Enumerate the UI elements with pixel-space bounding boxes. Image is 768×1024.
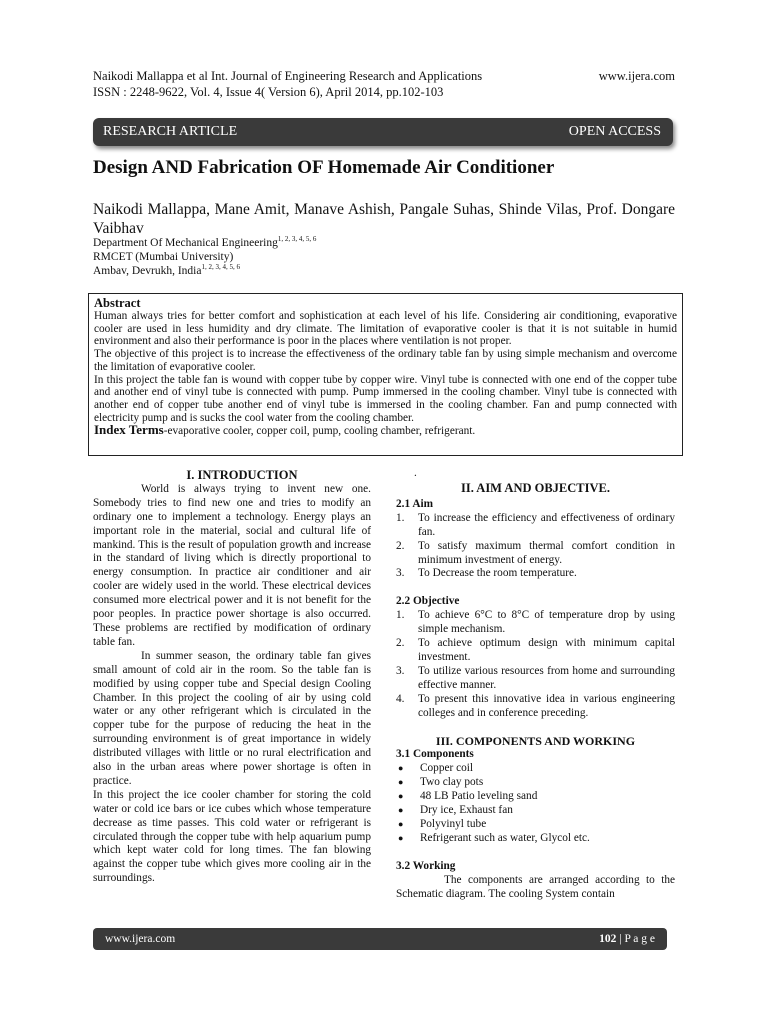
list-item: ● 48 LB Patio leveling sand: [398, 790, 538, 803]
department: Department Of Mechanical Engineering: [93, 237, 278, 249]
stray-dot: .: [414, 467, 417, 479]
page-number: 102 | P a g e: [599, 933, 655, 945]
college: RMCET (Mumbai University): [93, 251, 234, 263]
page-footer: [93, 928, 667, 950]
list-item: ● Two clay pots: [398, 776, 484, 789]
objective-subheading: 2.2 Objective: [396, 595, 460, 608]
list-item: ● Refrigerant such as water, Glycol etc.: [398, 831, 590, 844]
index-terms-text: -evaporative cooler, copper coil, pump, cooling chamber, refrigerant.: [163, 425, 476, 438]
open-access-label: OPEN ACCESS: [568, 124, 661, 139]
left-column: [93, 469, 371, 886]
research-article-label: RESEARCH ARTICLE: [103, 124, 238, 139]
list-item: 4. To present this innovative idea in various engineering colleges and in conference preceding.: [396, 692, 675, 719]
list-item: 3. To utilize various resources from home and surrounding effective manner.: [396, 664, 675, 691]
list-item: 2. To achieve optimum design with minimum capital investment.: [396, 637, 675, 663]
intro-heading: I. INTRODUCTION: [186, 468, 298, 482]
department-sup: 1, 2, 3, 4, 5, 6: [277, 235, 317, 244]
components-list: [396, 762, 675, 845]
index-terms-label: Index Terms: [94, 422, 164, 438]
working-subheading: 3.2 Working: [396, 859, 456, 872]
place-sup: 1, 2, 3, 4, 5, 6: [201, 263, 240, 272]
list-item: 1. To increase the efficiency and effectiveness of ordinary fan.: [396, 511, 675, 538]
abstract-paragraph-2: The objective of this project is to increase the effectiveness of the ordinary table fan by using simple mechanism and overcome the limitation of evaporative cooler.: [94, 348, 677, 373]
journal-issn: ISSN : 2248-9622, Vol. 4, Issue 4( Version 6), April 2014, pp.102-103: [93, 85, 444, 99]
list-item: 1. To achieve 6°C to 8°C of temperature drop by using simple mechanism.: [396, 609, 675, 636]
author-list: Naikodi Mallappa, Mane Amit, Manave Ashish, Pangale Suhas, Shinde Vilas, Prof. Dongare Vaibhav: [93, 201, 675, 237]
footer-website: www.ijera.com: [105, 933, 176, 945]
components-heading: III. COMPONENTS AND WORKING: [435, 733, 636, 748]
list-item: ● Polyvinyl tube: [398, 817, 487, 830]
journal-website: www.ijera.com: [598, 69, 675, 83]
paper-title: Design AND Fabrication OF Homemade Air Conditioner: [93, 157, 555, 178]
intro-paragraph-2: In summer season, the ordinary table fan gives small amount of cold air in the room. So the table fan is modified by using copper tube and Special design Cooling Chamber. In this project the cooling of air by using cold water or any other refrigerant which is circulated in the copper tube for the purpose of reducing the heat in the surrounding environment is of great importance in widely distributed villages with little or no rural electrification and also in the urban areas where power shortage is often in practice.: [93, 649, 371, 787]
abstract-heading: Abstract: [94, 296, 141, 310]
journal-citation: Naikodi Mallappa et al Int. Journal of Engineering Research and Applications: [93, 69, 483, 83]
abstract-box: [88, 293, 683, 456]
aim-list: [396, 512, 675, 582]
list-item: 3. To Decrease the room temperature.: [396, 567, 577, 580]
aim-heading: II. AIM AND OBJECTIVE.: [461, 481, 610, 495]
index-terms: [94, 424, 677, 438]
list-item: ● Copper coil: [398, 762, 474, 775]
intro-paragraph-1: World is always trying to invent new one. Somebody tries to find new one and tries to modify an ordinary one to implement a technology. Energy plays an important role in the material, social and cultural life of mankind. This is the result of population growth and increase in the standard of living which is directly proportional to energy consumption. In practice air conditioner and air cooler are widely used in the world. These electrical devices consumed more electrical power and it is not benefit for the poor peoples. In practice power shortage is also occurred. These problems are rectified by modification of ordinary table fan.: [93, 482, 371, 648]
working-paragraph: The components are arranged according to the Schematic diagram. The cooling System contain: [396, 873, 675, 900]
list-item: ● Dry ice, Exhaust fan: [398, 804, 513, 817]
abstract-paragraph-1: Human always tries for better comfort and sophistication at each level of his life. Considering air conditioning, evaporative cooler are used in less humidity and dry climate. The limitation of evaporative cooler is that it is not suitable in humid environment and also their performance is poor in the places where ventilation is not proper.: [94, 310, 677, 348]
aim-subheading: 2.1 Aim: [396, 497, 434, 510]
objective-list: [396, 609, 675, 720]
intro-paragraph-3: In this project the ice cooler chamber for storing the cold water or cold ice bars or ice cubes which whose temperature decrease as time passes. This cold water or refrigerant is circulated through the copper tube with help aquarium pump which kept water cold for long times. The fan blowing against the copper tube which gives more cooling air in the surroundings.: [93, 788, 371, 885]
affiliation: [93, 236, 316, 278]
journal-header: [93, 68, 675, 100]
abstract-paragraph-3: In this project the table fan is wound with copper tube by copper wire. Vinyl tube is connected with one end of the copper tube and another end of vinyl tube is connected with pump. Pump immersed in the cooling chamber. Vinyl tube is connected with another end of copper tube another end of vinyl tube is immersed in the cooling chamber. Fan and pump connected with electricity pump and is sucks the cool water from the cooling chamber.: [94, 373, 677, 424]
place: Ambav, Devrukh, India: [93, 265, 202, 277]
list-item: 2. To satisfy maximum thermal comfort condition in minimum investment of energy.: [396, 539, 675, 566]
components-subheading: 3.1 Components: [396, 748, 474, 761]
right-column: [396, 468, 675, 901]
article-type-banner: [93, 118, 673, 146]
